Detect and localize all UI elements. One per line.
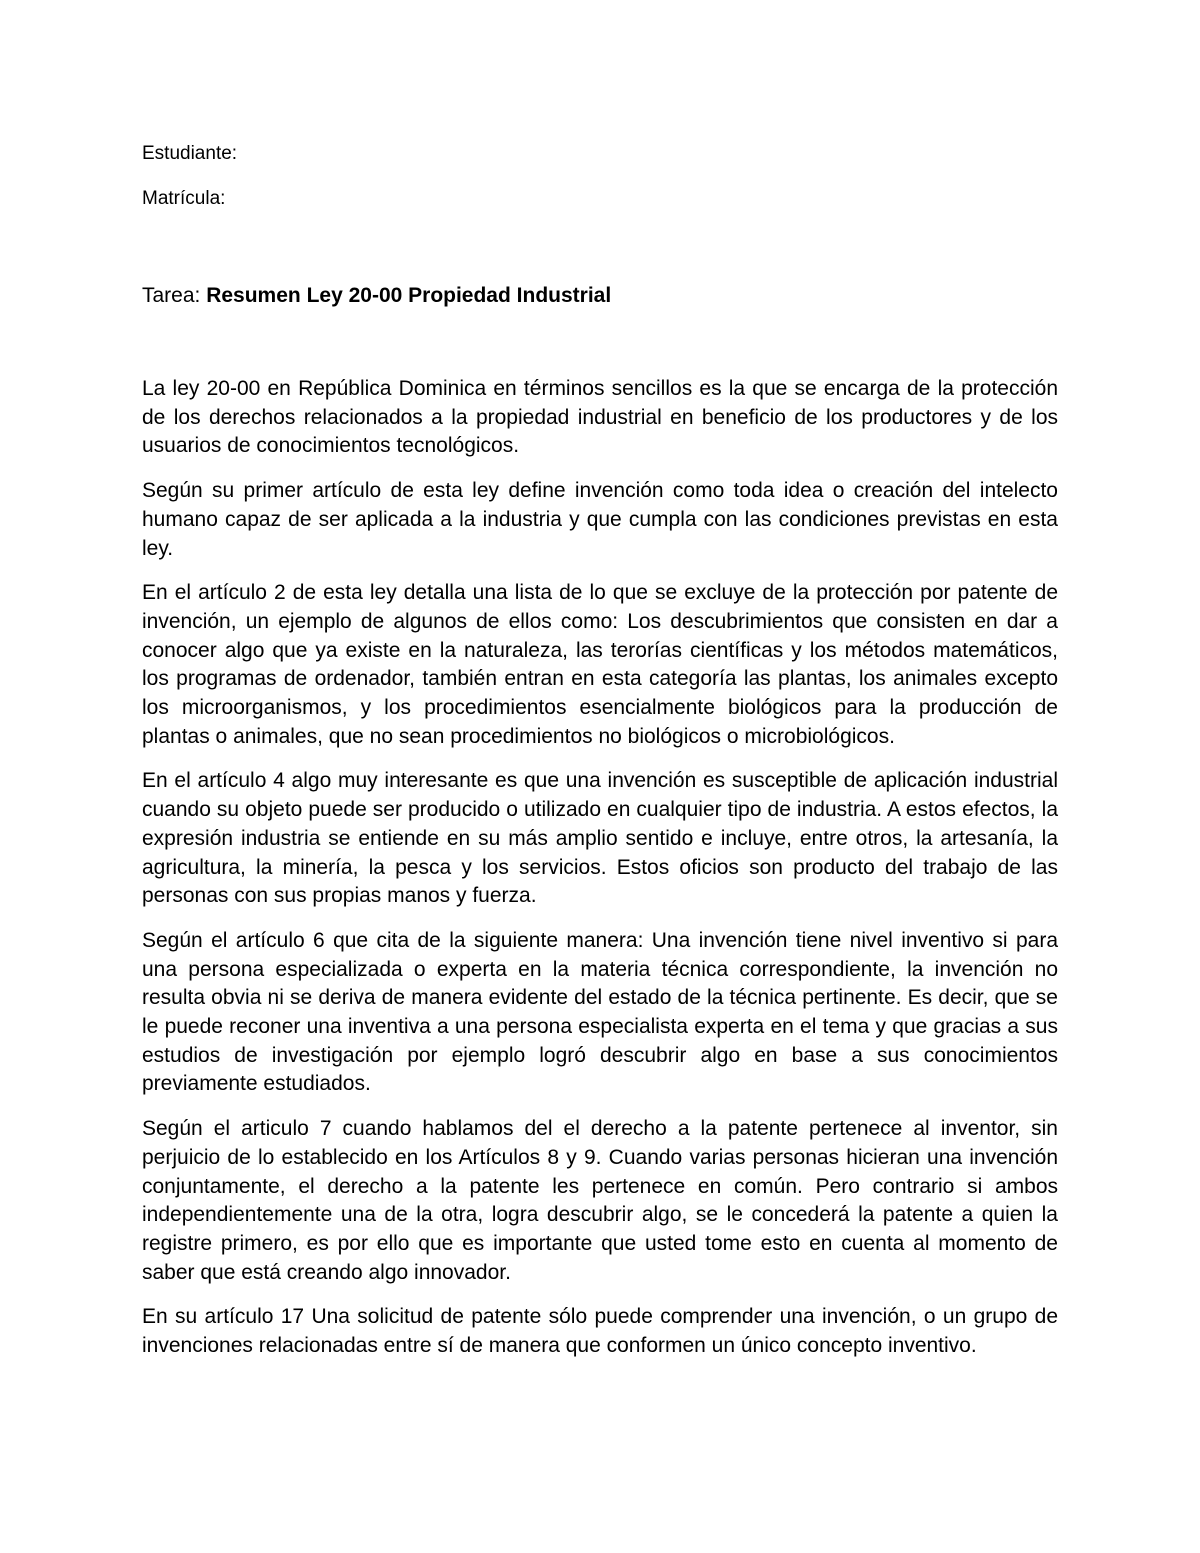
paragraph-article-6: Según el artículo 6 que cita de la siguiente manera: Una invención tiene nivel inventivo si para una persona especializada o experta en la materia técnica correspondiente, la invención no resulta obvia ni se deriva de manera evidente del estado de la técnica pertinente. Es decir, que se le puede reconer una inventiva a una persona especialista experta en el tema y que gracias a sus estudios de investigación por ejemplo logró descubrir algo en base a sus conocimientos previamente estudiados. (142, 928, 1058, 1096)
paragraph-article-17: En su artículo 17 Una solicitud de patente sólo puede comprender una invención, o un grupo de invenciones relacionadas entre sí de manera que conformen un único concepto inventivo. (142, 1305, 1058, 1358)
paragraph-intro: La ley 20-00 en República Dominica en términos sencillos es la que se encarga de la protección de los derechos relacionados a la propiedad industrial en beneficio de los productores y de los usuarios de conocimientos tecnológicos. (142, 377, 1058, 458)
paragraph-article-1: Según su primer artículo de esta ley define invención como toda idea o creación del intelecto humano capaz de ser aplicada a la industria y que cumpla con las condiciones previstas en esta ley. (142, 479, 1058, 560)
document-content (142, 140, 1058, 1377)
paragraph-article-4: En el artículo 4 algo muy interesante es que una invención es susceptible de aplicación industrial cuando su objeto puede ser producido o utilizado en cualquier tipo de industria. A estos efectos, la expresión industria se entiende en su más amplio sentido e incluye, entre otros, la artesanía, la agricultura, la minería, la pesca y los servicios. Estos oficios son producto del trabajo de las personas con sus propias manos y fuerza. (142, 769, 1058, 908)
id-label: Matrícula: (142, 188, 226, 209)
task-heading (142, 281, 1058, 311)
task-title: Resumen Ley 20-00 Propiedad Industrial (206, 284, 612, 307)
paragraph-article-7: Según el articulo 7 cuando hablamos del el derecho a la patente pertenece al inventor, sin perjuicio de lo establecido en los Artículos 8 y 9. Cuando varias personas hicieran una invención conjuntamente, el derecho a la patente les pertenece en común. Pero contrario si ambos independientemente una de la otra, logra descubrir algo, se le concederá la patente a quien la registre primero, es por ello que es importante que usted tome esto en cuenta al momento de saber que está creando algo innovador. (142, 1117, 1058, 1284)
paragraph-article-2: En el artículo 2 de esta ley detalla una lista de lo que se excluye de la protección por patente de invención, un ejemplo de algunos de ellos como: Los descubrimientos que consisten en dar a conocer algo que ya existe en la naturaleza, las terorías científicas y los métodos matemáticos, los programas de ordenador, también entran en esta categoría las plantas, los animales excepto los microorganismos, y los procedimientos esencialmente biológicos para la producción de plantas o animales, que no sean procedimientos no biológicos o microbiológicos. (142, 581, 1058, 748)
task-prefix: Tarea: (142, 284, 207, 307)
student-label: Estudiante: (142, 143, 238, 164)
summary-body (142, 375, 1058, 1361)
